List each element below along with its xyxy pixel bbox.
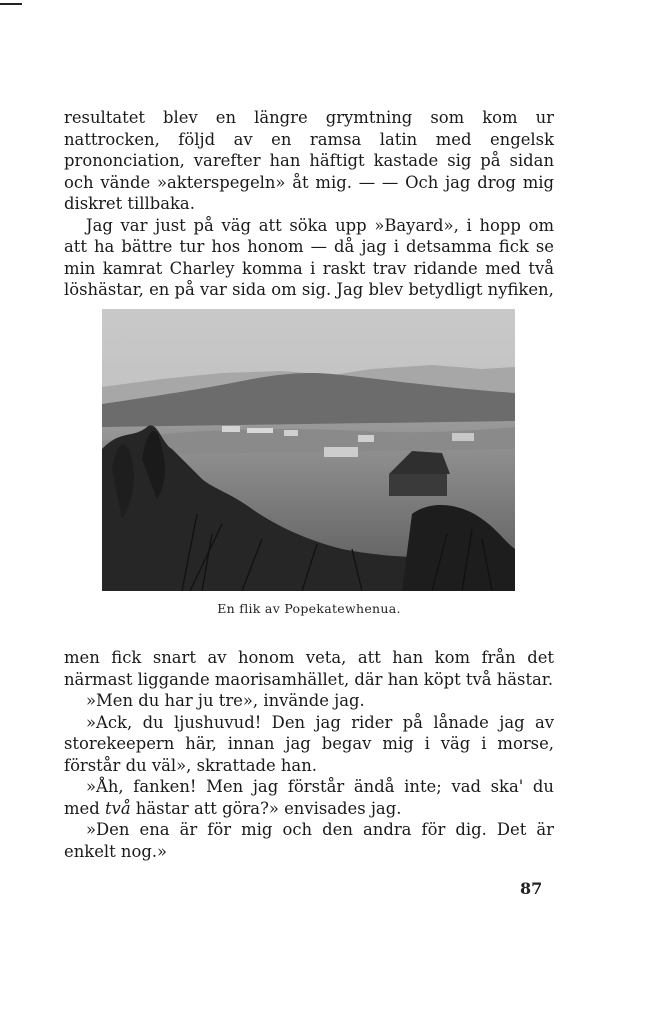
dialogue-text: »Åh, fanken! Men jag förstår ändå inte; vad ska' du med (64, 777, 554, 818)
figure-caption: En flik av Popekatewhenua. (217, 601, 401, 616)
dialogue-paragraph: »Ack, du ljushuvud! Den jag rider på lånade jag av storekeepern här, innan jag begav mig i väg i morse, förstår du väl», skrattade han. (64, 712, 554, 775)
dialogue-paragraph: »Men du har ju tre», invände jag. (86, 691, 365, 710)
emphasized-word: två (104, 798, 131, 818)
dialogue-paragraph: »Den ena är för mig och den andra för dig. Det är enkelt nog.» (64, 820, 554, 861)
text-block-bottom (64, 647, 554, 862)
page-number: 87 (520, 879, 543, 898)
scan-edge-mark (0, 3, 22, 5)
paragraph-continued: men fick snart av honom veta, att han kom från det närmast liggande maorisamhället, där han köpt två hästar. (64, 648, 554, 689)
dialogue-text: hästar att göra?» envisades jag. (130, 798, 402, 818)
paragraph: Jag var just på väg att söka upp »Bayard», i hopp om att ha bättre tur hos honom — då jag i detsamma fick se min kamrat Charley komma i raskt trav ridande med två löshästar, en på var sida om sig. Jag blev betydligt nyfiken, (64, 215, 554, 299)
text-block-top (64, 107, 554, 301)
landscape-illustration (102, 309, 515, 591)
dialogue-paragraph (64, 776, 554, 819)
paragraph-continued: resultatet blev en längre grymtning som kom ur nattrocken, följd av en ramsa latin med engelsk prononciation, varefter han häftigt kastade sig på sidan och vände »akterspegeln» åt mig. — — Och jag drog mig diskret tillbaka. (64, 108, 554, 213)
